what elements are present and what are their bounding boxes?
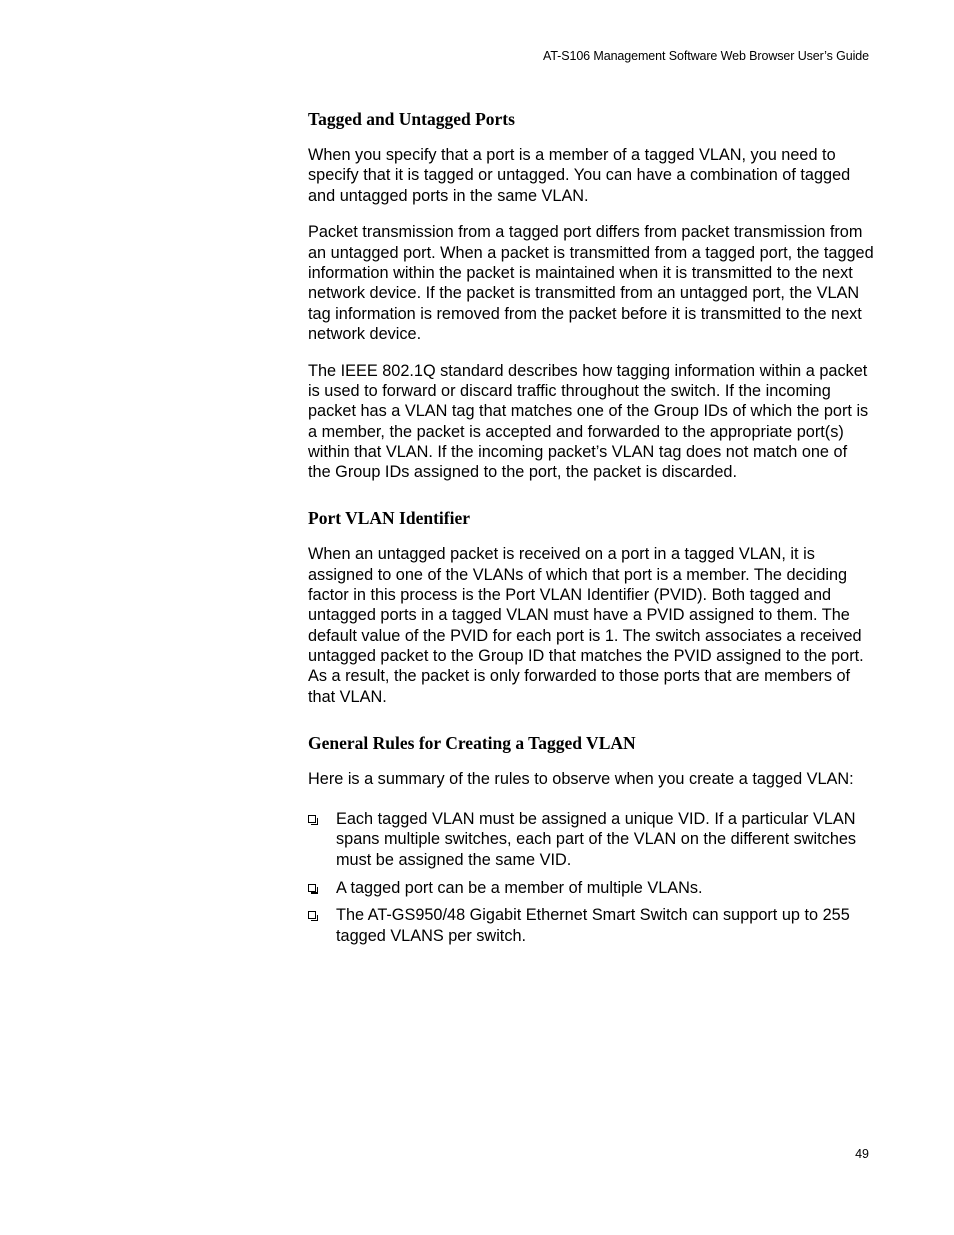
running-header: AT-S106 Management Software Web Browser User’s Guide [543, 49, 869, 63]
list-item [308, 905, 874, 946]
paragraph: When you specify that a port is a member of a tagged VLAN, you need to specify that it is tagged or untagged. You can have a combination of tagged and untagged ports in the same VLAN. [308, 146, 851, 205]
rules-list [308, 809, 874, 946]
paragraph: Here is a summary of the rules to observe when you create a tagged VLAN: [308, 769, 854, 788]
section-general-rules [308, 732, 874, 946]
page-content [308, 108, 874, 953]
checkbox-square-icon [308, 884, 316, 892]
page-number: 49 [855, 1147, 869, 1161]
section-heading: Tagged and Untagged Ports [308, 109, 515, 129]
checkbox-square-icon [308, 815, 316, 823]
section-heading: Port VLAN Identifier [308, 508, 471, 529]
paragraph: Packet transmission from a tagged port differs from packet transmission from an untagged port. When a packet is transmitted from a tagged port, the tagged information within the packet is maintained when it is transmitted to the next network device. If the packet is transmitted from an untagged port, the VLAN tag information is removed from the packet before it is transmitted to the next network device. [308, 223, 874, 343]
list-item-text: The AT-GS950/48 Gigabit Ethernet Smart Switch can support up to 255 tagged VLANS per switch. [336, 906, 850, 945]
list-item-text: A tagged port can be a member of multiple VLANs. [336, 878, 703, 897]
list-item-text: Each tagged VLAN must be assigned a unique VID. If a particular VLAN spans multiple switches, each part of the VLAN on the different switches must be assigned the same VID. [336, 810, 857, 869]
paragraph: When an untagged packet is received on a port in a tagged VLAN, it is assigned to one of the VLANs of which that port is a member. The deciding factor in this process is the Port VLAN Identifier (PVID). Both tagged and untagged ports in a tagged VLAN must have a PVID assigned to them. The default value of the PVID for each port is 1. The switch associates a received untagged packet to the Group ID that matches the PVID assigned to the port. As a result, the packet is only forwarded to those ports that are members of that VLAN. [308, 545, 864, 706]
list-item [308, 878, 874, 898]
section-tagged-untagged-ports [308, 108, 874, 482]
section-port-vlan-identifier [308, 507, 874, 706]
section-heading: General Rules for Creating a Tagged VLAN [308, 732, 636, 753]
list-item [308, 809, 874, 870]
checkbox-square-icon [308, 911, 316, 919]
paragraph: The IEEE 802.1Q standard describes how tagging information within a packet is used to forward or discard traffic throughout the switch. If the incoming packet has a VLAN tag that matches one of the Group IDs of which the port is a member, the packet is accepted and forwarded to the appropriate port(s) within that VLAN. If the incoming packet’s VLAN tag does not match one of the Group IDs assigned to the port, the packet is discarded. [308, 361, 869, 482]
